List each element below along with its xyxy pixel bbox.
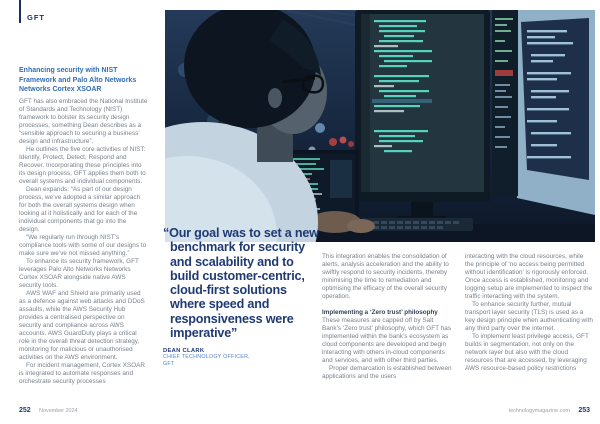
magazine-url: technologymagazine.com	[508, 408, 570, 414]
paragraph: interacting with the cloud resources, while the principle of ‘no access being permitted without identification’ is rigorously enforced. Once access is established, monitoring and logging setup are implemented to inspect the traffic interacting with the system.	[465, 253, 593, 300]
paragraph: “We regularly run through NIST’s compliance tools with some of our designs to make sure we’ve not missed anything.”	[19, 233, 147, 257]
paragraph: GFT has also embraced the National Institute of Standards and Technology (NIST) framework to bolster its security design processes, something Dean describes as a “sensible approach to securing a business’ design and infrastructure”.	[19, 97, 148, 145]
paragraph: Dean expands: “As part of our design process, we’ve adopted a similar approach for both the overall systems design when looking at it holistically and for each of the individual components that go into the design.	[19, 185, 141, 233]
paragraph: To enhance its security framework, GFT leverages Palo Alto Networks Networks Cortex XSOAR alongside native AWS security tools.	[19, 257, 139, 289]
page-number-left: 252	[19, 407, 31, 414]
section-heading: Enhancing security with NIST Framework and Palo Alto Networks Networks Cortex XSOAR	[19, 67, 137, 93]
quote-author-company: GFT	[163, 361, 175, 368]
issue-date: November 2024	[39, 408, 78, 414]
page-number-right: 253	[578, 407, 590, 414]
paragraph: This integration enables the consolidation of alerts, analysis acceleration and the ability to swiftly respond to security incidents, thereby minimising the time to remediation and optimising the efficacy of the overall security operation.	[322, 253, 449, 300]
paragraph: AWS WAF and Shield are primarily used as a defence against web attacks and DDoS assaults, while the AWS Security Hub provides a centralised perspective on security and compliance across AWS accounts. AWS GuardDuty plays a critical role in the overall threat detection strategy, monitoring for malicious or unauthorised activities on the AWS environment.	[19, 289, 145, 361]
developer-monitors-illustration	[165, 10, 595, 242]
paragraph: For incident management, Cortex XSOAR is integrated to automate responses and orchestrate security processes	[19, 361, 145, 385]
column-left	[19, 66, 148, 386]
paragraph: These measures are capped off by Salt Bank’s ‘Zero trust’ philosophy, which GFT has implemented within the bank’s ecosystem as cloud components are developed and begin interacting with others in-cloud components and services, and with other third parties.	[322, 317, 452, 364]
pull-quote-text: “Our goal was to set a new benchmark for security and scalability and to build customer-centric, cloud-first solutions where speed and responsiveness were imperative”	[163, 226, 319, 341]
brand-rule	[19, 0, 21, 23]
article-photo	[165, 10, 595, 242]
quote-author-role: CHIEF TECHNOLOGY OFFICER,	[163, 354, 250, 361]
footer-left	[19, 399, 78, 417]
quote-author: DEAN CLARK	[163, 348, 205, 355]
column-middle	[322, 253, 453, 381]
subsection-heading: Implementing a ‘Zero trust’ philosophy	[322, 309, 438, 316]
pull-quote	[163, 226, 319, 368]
paragraph: To enhance security further, mutual transport layer security (TLS) is used as a key design principle when authenticating with any third party over the internet.	[465, 301, 593, 332]
footer-right	[509, 399, 590, 417]
column-right	[465, 253, 593, 373]
paragraph: He outlines the five core activities of NIST: Identify, Protect, Detect, Respond and Recover. Incorporating these principles into its design process, GFT applies them both to overall systems and individual components.	[19, 145, 146, 185]
paragraph: Proper demarcation is established between applications and the users	[322, 365, 452, 380]
paragraph: To implement least privilege access, GFT builds in segmentation, not only on the network layer but also with the cloud resources that are accessed, by leveraging AWS resource-based policy restrictions	[465, 333, 589, 372]
brand-label: GFT	[27, 13, 45, 22]
